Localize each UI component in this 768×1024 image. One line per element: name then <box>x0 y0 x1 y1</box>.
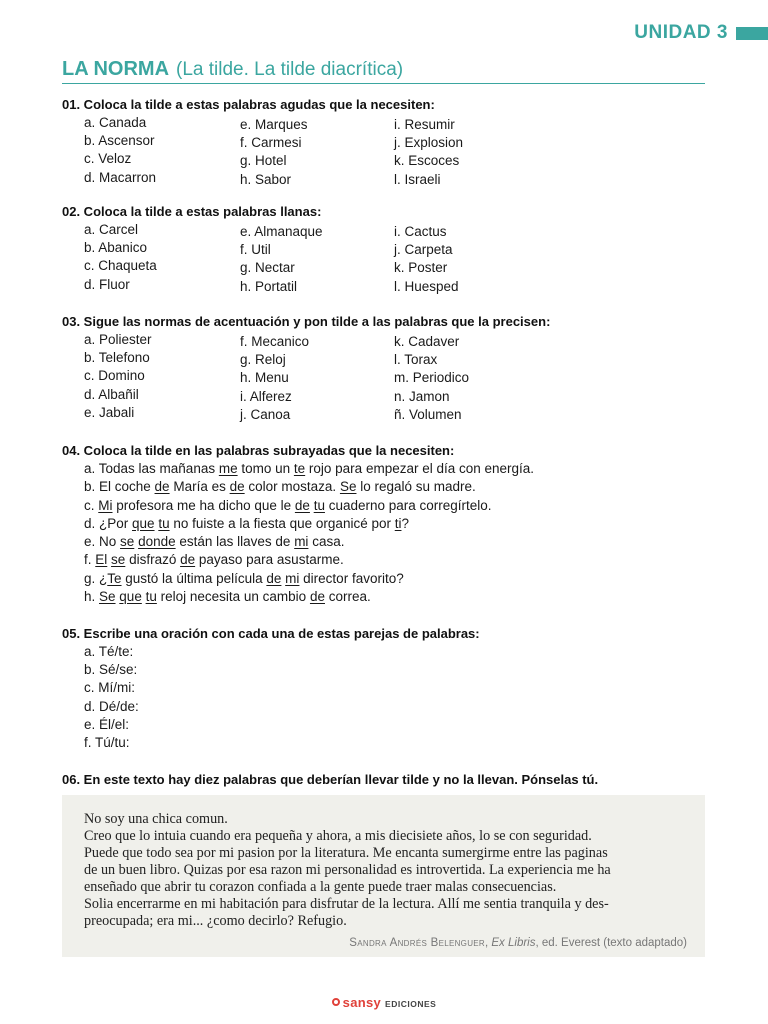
sentence-text: d. ¿Por <box>84 515 133 531</box>
list-item: b. Ascensor <box>84 133 155 149</box>
underlined-word: tu <box>313 497 325 513</box>
exercise-4-sentences <box>84 460 534 606</box>
exercise-5-pairs <box>84 643 139 752</box>
sentence-text: casa. <box>308 534 345 550</box>
sentence-text: director favorito? <box>299 570 404 586</box>
list-item: g. Reloj <box>240 352 286 368</box>
underlined-word: que <box>132 515 155 531</box>
title-main: LA NORMA <box>62 58 170 80</box>
text-line: Solia encerrarme en mi habitación para disfrutar de la lectura. Allí me sentia tranquila y des- <box>84 896 609 912</box>
exercise-1-column-3 <box>394 116 463 189</box>
source-details: , ed. Everest (texto adaptado) <box>535 937 687 949</box>
reading-text <box>84 811 687 930</box>
underlined-word: tu <box>158 515 170 531</box>
exercise-3-column-3 <box>394 333 469 424</box>
underlined-word: te <box>293 461 306 476</box>
list-item: i. Cactus <box>394 224 447 239</box>
underlined-word: Te <box>107 570 122 586</box>
exercise-1-column-1 <box>84 114 156 187</box>
list-item: i. Alferez <box>240 388 292 404</box>
list-item: m. Periodico <box>394 370 470 386</box>
exercise-1-column-2 <box>240 116 308 189</box>
text-line: No soy una chica comun. <box>84 811 228 827</box>
sentence-text: disfrazó <box>125 552 181 568</box>
list-item: ñ. Volumen <box>394 406 462 422</box>
sentence-text: h. <box>84 589 100 605</box>
sentence-text: no fuiste a la fiesta que organicé por <box>169 515 395 531</box>
list-item: e. Marques <box>240 117 308 132</box>
list-item: k. Poster <box>394 260 448 276</box>
list-item: b. Sé/se: <box>84 662 138 678</box>
footer-brand: sansy <box>342 995 382 1010</box>
list-item: k. Escoces <box>394 153 460 169</box>
sentence-text: profesora me ha dicho que le <box>112 497 295 513</box>
sentence-text: color mostaza. <box>244 479 340 495</box>
exercise-4-heading: 04. Coloca la tilde en las palabras subrayadas que la necesiten: <box>62 443 455 458</box>
list-item: d. Dé/de: <box>84 698 139 714</box>
list-item: l. Israeli <box>394 171 441 187</box>
sentence <box>84 588 534 606</box>
text-line: preocupada; era mi... ¿como decirlo? Refugio. <box>84 913 347 929</box>
sentence <box>84 570 534 588</box>
exercise-3-heading: 03. Sigue las normas de acentuación y pon tilde a las palabras que la precisen: <box>62 314 551 329</box>
text-line: enseñado que abrir tu corazon confiada a la gente puede traer malas consecuencias. <box>84 879 557 895</box>
list-item: a. Canada <box>84 115 147 130</box>
underlined-word: de <box>154 479 170 495</box>
exercise-1-heading: 01. Coloca la tilde a estas palabras agudas que la necesiten: <box>62 97 435 112</box>
text-line: Creo que lo intuia cuando era pequeña y ahora, a mis diecisiete años, lo se con seguridad. <box>84 828 592 844</box>
exercise-5-heading: 05. Escribe una oración con cada una de estas parejas de palabras: <box>62 626 480 641</box>
sentence-text: tomo un <box>237 461 294 476</box>
sentence-text: b. El coche <box>84 479 155 495</box>
exercise-2-heading: 02. Coloca la tilde a estas palabras llanas: <box>62 204 322 219</box>
source-book-title: Ex Libris <box>491 937 536 949</box>
underlined-word: El <box>95 552 108 568</box>
list-item: h. Portatil <box>240 278 298 294</box>
sentence-text: c. <box>84 497 99 513</box>
source-separator: , <box>484 937 492 949</box>
sentence-text: f. <box>84 552 96 568</box>
list-item: e. Almanaque <box>240 224 323 239</box>
exercise-3-column-2 <box>240 333 309 424</box>
sentence <box>84 497 534 515</box>
underlined-word: mi <box>294 534 309 550</box>
list-item: h. Sabor <box>240 171 292 187</box>
text-line: Puede que todo sea por mi pasion por la literatura. Me encanta sumergirme entre las paginas <box>84 845 608 861</box>
underlined-word: de <box>180 552 196 568</box>
unit-header <box>634 20 768 46</box>
list-item: c. Veloz <box>84 151 132 167</box>
sentence <box>84 533 534 551</box>
underlined-word: de <box>229 479 245 495</box>
list-item: f. Carmesi <box>240 135 302 151</box>
sentence-text: payaso para asustarme. <box>195 552 344 568</box>
list-item: c. Chaqueta <box>84 258 157 274</box>
sentence-text: cuaderno para corregírtelo. <box>324 497 492 513</box>
list-item: l. Huesped <box>394 278 459 294</box>
list-item: f. Util <box>240 242 271 258</box>
sentence-text: rojo para empezar el día con energía. <box>305 461 535 476</box>
underlined-word: se <box>111 552 126 568</box>
source-author: Sandra Andrés Belenguer <box>349 937 485 949</box>
sentence-text: lo regaló su madre. <box>356 479 476 495</box>
underlined-word: Mi <box>98 497 113 513</box>
underlined-word: de <box>294 497 310 513</box>
list-item: b. Telefono <box>84 350 150 366</box>
title-subtitle: (La tilde. La tilde diacrítica) <box>176 59 404 80</box>
sentence <box>84 515 534 533</box>
sentence-text: ? <box>401 515 409 531</box>
underlined-word: de <box>309 589 325 605</box>
footer <box>0 995 768 1010</box>
sentence <box>84 478 534 496</box>
list-item: a. Té/te: <box>84 644 134 659</box>
exercise-6-heading: 06. En este texto hay diez palabras que deberían llevar tilde y no la llevan. Pónselas tú. <box>62 772 599 787</box>
underlined-word: que <box>119 589 142 605</box>
page-title <box>62 58 705 84</box>
underlined-word: mi <box>285 570 300 586</box>
underlined-word: Se <box>339 479 357 495</box>
text-source <box>349 937 687 949</box>
list-item: j. Explosion <box>394 135 464 151</box>
sentence-text: reloj necesita un cambio <box>156 589 310 605</box>
list-item: l. Torax <box>394 352 438 368</box>
list-item: d. Fluor <box>84 276 130 292</box>
list-item: e. Él/el: <box>84 716 130 732</box>
list-item: j. Canoa <box>240 406 291 422</box>
sentence-text: e. No <box>84 534 121 550</box>
list-item: f. Mecanico <box>240 334 310 349</box>
unit-bar <box>736 27 768 40</box>
list-item: a. Carcel <box>84 222 139 237</box>
sentence <box>84 460 534 478</box>
list-item: f. Tú/tu: <box>84 735 130 751</box>
underlined-word: de <box>266 570 282 586</box>
list-item: c. Domino <box>84 368 145 384</box>
underlined-word: ti <box>394 515 402 531</box>
list-item: i. Resumir <box>394 117 455 132</box>
sentence-text: a. Todas las mañanas <box>84 461 219 476</box>
reading-text-box <box>62 795 705 957</box>
list-item: g. Hotel <box>240 153 287 169</box>
underlined-word: tu <box>145 589 157 605</box>
exercise-3-column-1 <box>84 331 152 422</box>
list-item: a. Poliester <box>84 332 152 347</box>
exercise-2-column-2 <box>240 223 323 296</box>
sentence-text: están las llaves de <box>175 534 295 550</box>
list-item: d. Albañil <box>84 386 139 402</box>
sentence-text: g. ¿ <box>84 570 108 586</box>
sentence-text: correa. <box>324 589 371 605</box>
underlined-word: Se <box>99 589 116 605</box>
list-item: n. Jamon <box>394 388 450 404</box>
list-item: h. Menu <box>240 370 289 386</box>
sansy-logo-icon <box>332 998 340 1006</box>
list-item: c. Mí/mi: <box>84 680 135 696</box>
list-item: j. Carpeta <box>394 242 453 258</box>
footer-publisher: EDICIONES <box>385 999 437 1009</box>
list-item: b. Abanico <box>84 240 148 256</box>
list-item: g. Nectar <box>240 260 295 276</box>
unit-label: UNIDAD 3 <box>634 22 728 43</box>
list-item: e. Jabali <box>84 404 135 420</box>
exercise-2-column-1 <box>84 221 157 294</box>
list-item: k. Cadaver <box>394 334 460 349</box>
underlined-word: donde <box>138 534 176 550</box>
sentence-text: María es <box>169 479 230 495</box>
text-line: de un buen libro. Quizas por esa razon mi personalidad es introvertida. La experiencia me ha <box>84 862 611 878</box>
underlined-word: se <box>120 534 135 550</box>
exercise-2-column-3 <box>394 223 459 296</box>
underlined-word: me <box>218 461 238 476</box>
list-item: d. Macarron <box>84 169 157 185</box>
sentence <box>84 551 534 569</box>
sentence-text: gustó la última película <box>121 570 267 586</box>
